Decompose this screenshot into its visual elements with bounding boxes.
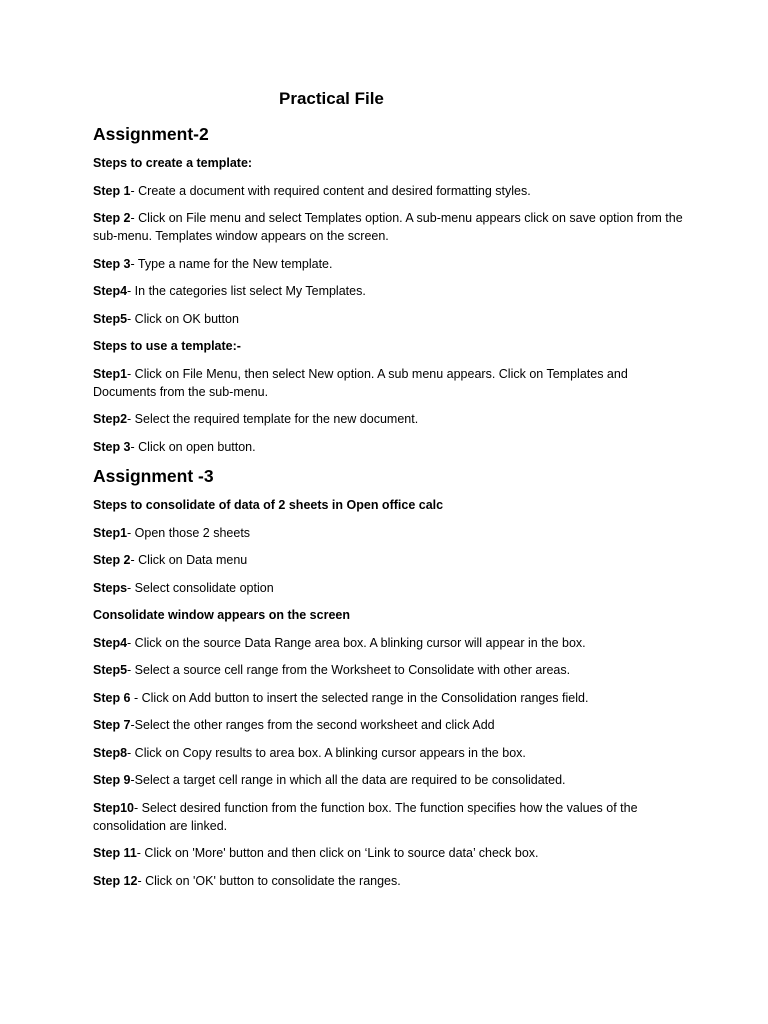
step-item bbox=[93, 634, 683, 652]
step-item bbox=[93, 255, 683, 273]
step-label: Step10 bbox=[93, 800, 134, 815]
step-text: - Select the required template for the new document. bbox=[127, 412, 419, 426]
step-label: Step2 bbox=[93, 412, 128, 426]
step-label: Step 6 bbox=[93, 690, 131, 705]
step-text: - In the categories list select My Templates. bbox=[127, 284, 366, 298]
create-template-heading: Steps to create a template: bbox=[93, 156, 253, 170]
step-item bbox=[93, 310, 683, 328]
step-item bbox=[93, 579, 683, 597]
assignment-2-heading: Assignment-2 bbox=[93, 124, 209, 144]
step-text: - Click on open button. bbox=[130, 439, 256, 454]
step-text: - Click on 'More' button and then click on ‘Link to source data’ check box. bbox=[136, 846, 539, 860]
step-label: Step4 bbox=[93, 635, 128, 650]
step-item bbox=[93, 689, 683, 707]
step-label: Step 3 bbox=[93, 256, 131, 271]
step-label: Step1 bbox=[93, 525, 128, 540]
step-text: - Click on Copy results to area box. A blinking cursor appears in the box. bbox=[127, 745, 526, 760]
step-item bbox=[93, 872, 683, 890]
step-label: Step 9 bbox=[93, 773, 131, 787]
step-item bbox=[93, 365, 683, 401]
step-item bbox=[93, 844, 683, 862]
step-item bbox=[93, 182, 683, 200]
step-text: - Click on File Menu, then select New option. A sub menu appears. Click on Templates and Documents from the sub-menu. bbox=[93, 366, 628, 399]
step-item bbox=[93, 771, 683, 789]
step-text: - Select desired function from the function box. The function specifies how the values of the consolidation are linked. bbox=[93, 800, 638, 833]
step-text: - Open those 2 sheets bbox=[127, 525, 251, 540]
step-text: - Select a source cell range from the Worksheet to Consolidate with other areas. bbox=[127, 663, 571, 677]
step-label: Step5 bbox=[93, 311, 128, 326]
step-text: - Type a name for the New template. bbox=[130, 256, 333, 271]
step-item bbox=[93, 410, 683, 428]
create-template-steps bbox=[93, 172, 683, 328]
step-item bbox=[93, 524, 683, 542]
step-label: Step1 bbox=[93, 366, 128, 381]
step-label: Step 2 bbox=[93, 211, 131, 225]
step-item bbox=[93, 438, 683, 456]
consolidate-window-heading: Consolidate window appears on the screen bbox=[93, 608, 350, 622]
step-label: Step 11 bbox=[93, 846, 137, 860]
step-text: - Click on the source Data Range area box. A blinking cursor will appear in the box. bbox=[127, 635, 586, 650]
step-text: - Click on OK button bbox=[127, 311, 239, 326]
step-label: Step5 bbox=[93, 663, 128, 677]
document-body bbox=[93, 123, 683, 890]
step-item bbox=[93, 799, 683, 835]
step-text: - Click on 'OK' button to consolidate the ranges. bbox=[137, 873, 401, 888]
step-label: Step8 bbox=[93, 745, 128, 760]
step-label: Step 2 bbox=[93, 553, 131, 567]
consolidate-heading: Steps to consolidate of data of 2 sheets in Open office calc bbox=[93, 498, 444, 512]
step-label: Steps bbox=[93, 580, 128, 595]
document-title: Practical File bbox=[279, 89, 384, 108]
step-item bbox=[93, 551, 683, 569]
use-template-heading: Steps to use a template:- bbox=[93, 339, 241, 353]
step-label: Step 7 bbox=[93, 718, 131, 732]
step-text: - Click on File menu and select Templates option. A sub-menu appears click on save option from the sub-menu. Templates window appears on the screen. bbox=[93, 211, 683, 243]
step-text: - Click on Add button to insert the selected range in the Consolidation ranges field. bbox=[130, 690, 589, 705]
step-label: Step 3 bbox=[93, 439, 131, 454]
step-text: - Click on Data menu bbox=[130, 553, 248, 567]
use-template-steps bbox=[93, 355, 683, 456]
step-text: - Create a document with required content and desired formatting styles. bbox=[130, 183, 531, 198]
consolidate-steps-a bbox=[93, 514, 683, 597]
step-label: Step 12 bbox=[93, 873, 138, 888]
consolidate-steps-b bbox=[93, 624, 683, 890]
step-text: - Select consolidate option bbox=[127, 580, 274, 595]
assignment-3-heading: Assignment -3 bbox=[93, 466, 214, 486]
step-item bbox=[93, 716, 683, 734]
step-item bbox=[93, 282, 683, 300]
step-item bbox=[93, 661, 683, 679]
step-label: Step 1 bbox=[93, 183, 131, 198]
step-text: -Select the other ranges from the second worksheet and click Add bbox=[130, 718, 495, 732]
step-item bbox=[93, 209, 683, 245]
step-text: -Select a target cell range in which all the data are required to be consolidated. bbox=[130, 773, 566, 787]
step-label: Step4 bbox=[93, 284, 128, 298]
step-item bbox=[93, 744, 683, 762]
